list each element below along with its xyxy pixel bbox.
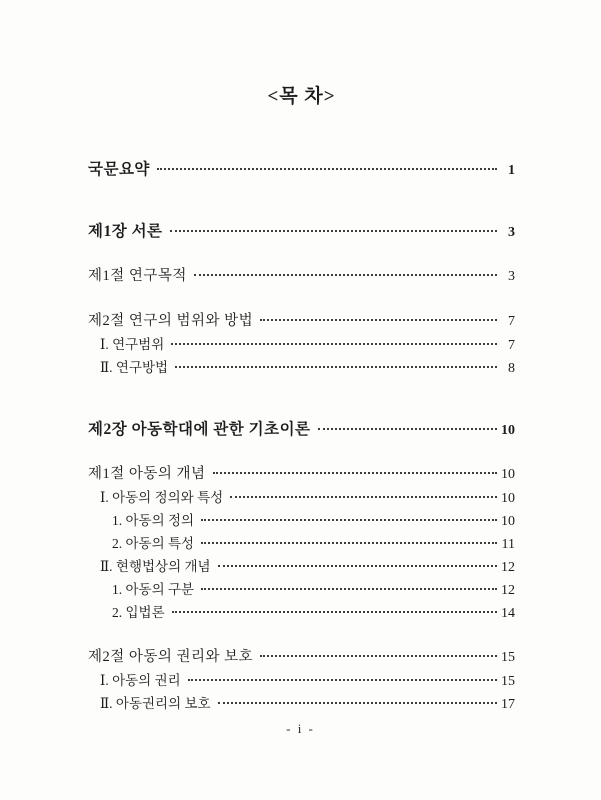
toc-entry-page: 10 [501, 423, 515, 438]
toc-entry [88, 601, 515, 624]
toc-entry-page: 10 [501, 514, 515, 529]
toc-entry-page: 10 [501, 467, 515, 482]
page-title: <목 차> [267, 86, 336, 107]
toc-entry-label: 1. 아동의 정의 [112, 513, 195, 528]
dot-leader [201, 519, 497, 521]
toc-entry-label: 제1절 아동의 개념 [88, 466, 206, 482]
toc-entry-page: 3 [508, 269, 515, 284]
dot-leader [260, 319, 497, 321]
toc-entry-label: 2. 아동의 특성 [112, 536, 195, 551]
toc-entry [88, 578, 515, 601]
dot-leader [171, 343, 497, 345]
toc-list [88, 158, 515, 715]
toc-entry-page: 14 [501, 606, 515, 621]
toc-entry-label: 2. 입법론 [112, 605, 165, 620]
toc-entry-label: 제1절 연구목적 [88, 268, 187, 284]
toc-entry [88, 158, 515, 181]
toc-entry-label: 제1장 서론 [88, 223, 163, 240]
dot-leader [201, 588, 497, 590]
toc-entry [88, 356, 515, 379]
toc-entry-page: 12 [501, 560, 515, 575]
toc-entry-label: Ⅰ. 아동의 정의와 특성 [100, 490, 224, 505]
toc-entry [88, 265, 515, 288]
toc-entry-page: 10 [501, 491, 515, 506]
toc-entry-label: Ⅰ. 연구범위 [100, 337, 165, 352]
toc-entry-page: 7 [508, 314, 515, 329]
dot-leader [175, 366, 497, 368]
toc-entry-label: 국문요약 [88, 161, 150, 178]
dot-leader [170, 230, 497, 232]
toc-entry-label: Ⅰ. 아동의 권리 [100, 673, 181, 688]
toc-entry-label: 제2장 아동학대에 관한 기초이론 [88, 421, 311, 438]
toc-entry [88, 532, 515, 555]
dot-leader [260, 655, 497, 657]
toc-entry-page: 7 [508, 338, 515, 353]
dot-leader [318, 428, 497, 430]
dot-leader [213, 472, 497, 474]
dot-leader [201, 542, 497, 544]
toc-entry-label: Ⅱ. 현행법상의 개념 [100, 559, 211, 574]
toc-entry [88, 463, 515, 486]
toc-entry [88, 418, 515, 441]
toc-entry [88, 669, 515, 692]
toc-entry-page: 3 [508, 225, 515, 240]
toc-entry [88, 555, 515, 578]
toc-entry-page: 1 [508, 163, 515, 178]
page-number-footer: - i - [286, 721, 315, 736]
toc-entry-label: Ⅱ. 연구방법 [100, 360, 169, 375]
toc-entry [88, 692, 515, 715]
toc-entry [88, 333, 515, 356]
dot-leader [188, 679, 497, 681]
toc-entry [88, 220, 515, 243]
dot-leader [230, 496, 497, 498]
toc-entry-page: 15 [501, 650, 515, 665]
dot-leader [157, 168, 497, 170]
toc-entry [88, 509, 515, 532]
toc-entry [88, 486, 515, 509]
dot-leader [218, 565, 497, 567]
dot-leader [218, 702, 497, 704]
toc-entry-page: 17 [501, 697, 515, 712]
toc-entry-page: 12 [501, 583, 515, 598]
toc-entry-label: 1. 아동의 구분 [112, 582, 195, 597]
toc-entry-label: 제2절 연구의 범위와 방법 [88, 313, 254, 329]
toc-entry [88, 310, 515, 333]
toc-entry-page: 15 [501, 674, 515, 689]
toc-entry-label: Ⅱ. 아동권리의 보호 [100, 696, 211, 711]
dot-leader [194, 274, 497, 276]
dot-leader [172, 611, 497, 613]
toc-entry-page: 8 [508, 361, 515, 376]
toc-entry [88, 646, 515, 669]
toc-entry-page: 11 [501, 537, 515, 552]
toc-entry-label: 제2절 아동의 권리와 보호 [88, 649, 254, 665]
